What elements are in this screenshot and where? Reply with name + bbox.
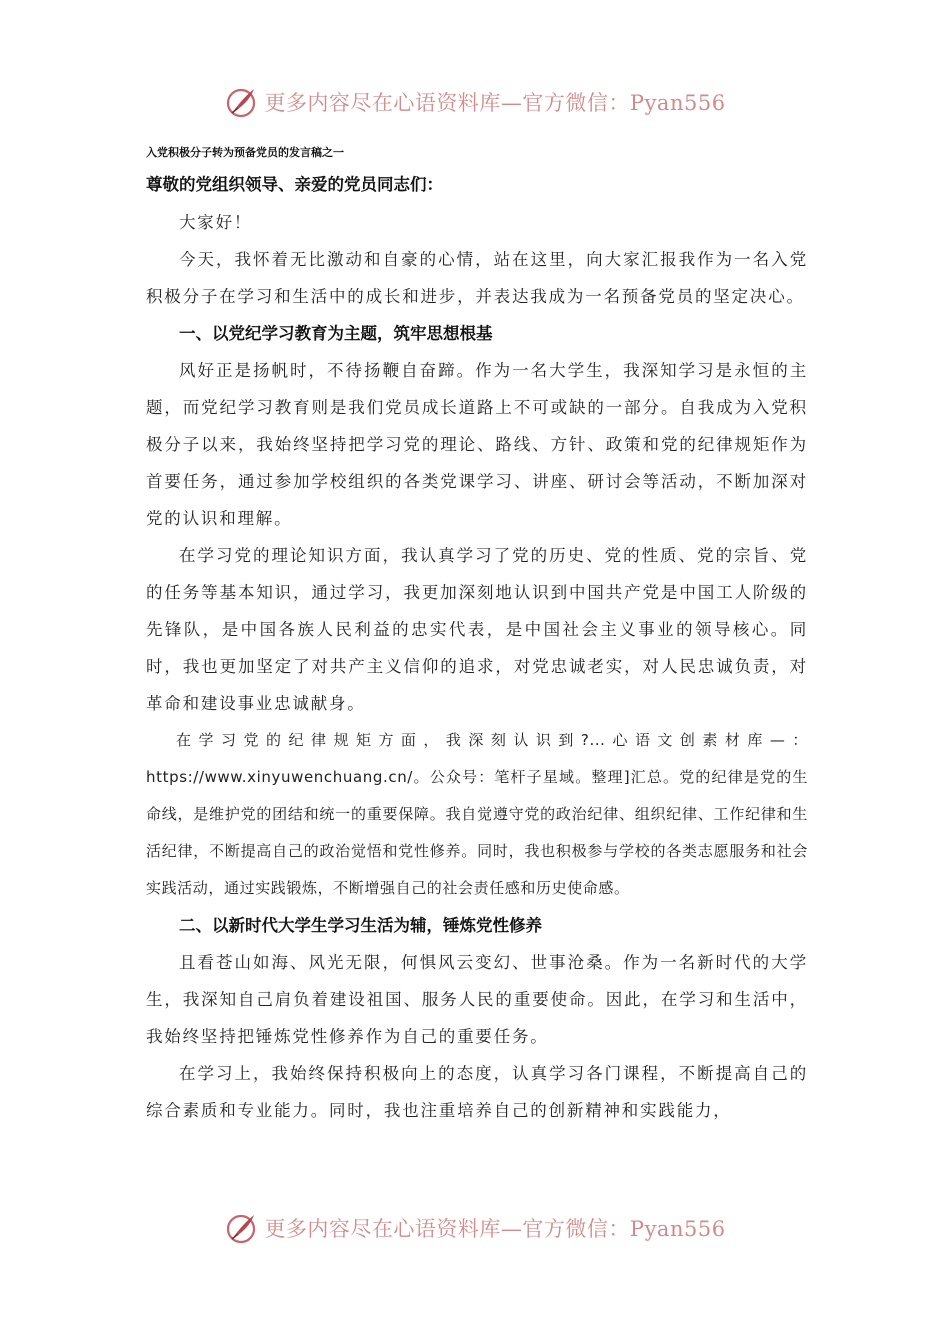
- document-title: 入党积极分子转为预备党员的发言稿之一: [146, 146, 344, 159]
- section-1-paragraph-3: [146, 722, 808, 907]
- section-2-paragraph-1: 且看苍山如海、风光无限，何惧风云变幻、世事沧桑。作为一名新时代的大学生，我深知自己肩负着建设祖国、服务人民的重要使命。因此，在学习和生活中，我始终坚持把锤炼党性修养作为自己的重要任务。: [146, 953, 808, 1046]
- footer-banner: [0, 1206, 950, 1250]
- section-2-paragraph-2: 在学习上，我始终保持积极向上的态度，认真学习各门课程，不断提高自己的综合素质和专业能力。同时，我也注重培养自己的创新精神和实践能力，: [146, 1064, 808, 1120]
- banner-text: 更多内容尽在心语资料库—官方微信：Pyan556: [264, 91, 726, 115]
- quill-pen-logo-icon: [224, 1211, 258, 1245]
- paragraph-3-body: https://www.xinyuwenchuang.cn/。公众号：笔杆子星域。整理]汇总。党的纪律是党的生命线，是维护党的团结和统一的重要保障。我自觉遵守党的政治纪律、组织纪律、工作纪律和生活纪律，不断提高自己的政治觉悟和党性修养。同时，我也积极参与学校的各类志愿服务和社会实践活动，通过实践锻炼，不断增强自己的社会责任感和历史使命感。: [146, 768, 808, 897]
- header-banner: [0, 80, 950, 124]
- quill-pen-logo-icon: [224, 85, 258, 119]
- document-body: [146, 140, 808, 1129]
- section-1-paragraph-2: 在学习党的理论知识方面，我认真学习了党的历史、党的性质、党的宗旨、党的任务等基本知识，通过学习，我更加深刻地认识到中国共产党是中国工人阶级的先锋队，是中国各族人民利益的忠实代表，是中国社会主义事业的领导核心。同时，我也更加坚定了对共产主义信仰的追求，对党忠诚老实，对人民忠诚负责，对革命和建设事业忠诚献身。: [146, 546, 808, 713]
- salutation: 尊敬的党组织领导、亲爱的党员同志们：: [146, 175, 443, 194]
- section-1-paragraph-1: 风好正是扬帆时，不待扬鞭自奋蹄。作为一名大学生，我深知学习是永恒的主题，而党纪学习教育则是我们党员成长道路上不可或缺的一部分。自我成为入党积极分子以来，我始终坚持把学习党的理论、路线、方针、政策和党的纪律规矩作为首要任务，通过参加学校组织的各类党课学习、讲座、研讨会等活动，不断加深对党的认识和理解。: [146, 361, 808, 528]
- paragraph-3-lead: 在学习党的纪律规矩方面，我深刻认识到?...心语文创素材库—：: [176, 731, 808, 749]
- section-2-heading: 二、以新时代大学生学习生活为辅，锤炼党性修养: [179, 916, 542, 935]
- greeting-paragraph: 大家好！: [179, 213, 253, 232]
- intro-paragraph: 今天，我怀着无比激动和自豪的心情，站在这里，向大家汇报我作为一名入党积极分子在学习和生活中的成长和进步，并表达我成为一名预备党员的坚定决心。: [146, 250, 808, 306]
- section-1-heading: 一、以党纪学习教育为主题，筑牢思想根基: [179, 324, 493, 343]
- banner-text: 更多内容尽在心语资料库—官方微信：Pyan556: [264, 1217, 726, 1241]
